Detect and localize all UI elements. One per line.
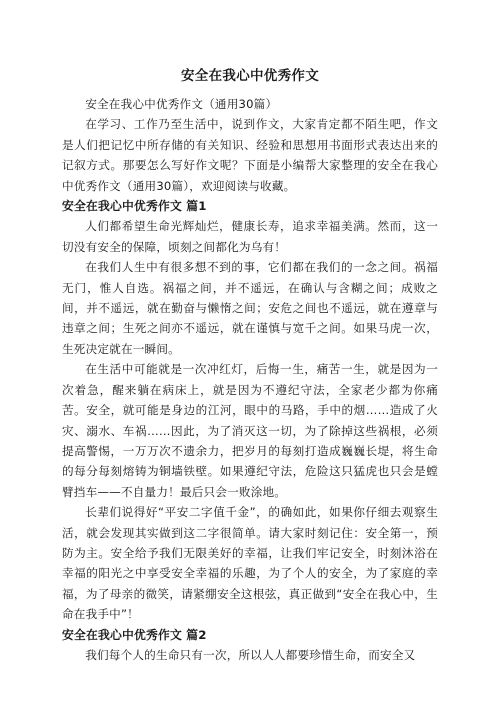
section-1-paragraph-3: 在生活中可能就是一次冲红灯，后悔一生，痛苦一生，就是因为一次着急，醒来躺在病床上，就是因为不遵纪守法，全家老少都为你痛苦。安全，就可能是身边的江河，眼中的马路，手中的烟……造成了火灾、溺水、车祸……因此，为了消灭这一切，为了除掉这些祸根，必须提高警惕，一万万次不遗余力，把岁月的每刻打造成巍巍长堤，将生命的每分每刻熔铸为铜墙铁壁。如果遵纪守法，危险这只猛虎也只会是螳臂挡车——不自量力！最后只会一败涂地。	[62, 362, 438, 499]
section-1-paragraph-4: 长辈们说得好“平安二字值千金”，的确如此，如果你仔细去观察生活，就会发现其实做到这二字很简单。请大家时刻记住：安全第一，预防为主。安全给予我们无限美好的幸福，让我们牢记安全，时刻沐浴在幸福的阳光之中享受安全幸福的乐趣，为了个人的安全，为了家庭的幸福，为了母亲的微笑，请紧绷安全这根弦，真正做到“安全在我心中，生命在我手中”！	[62, 505, 438, 622]
section-heading-1: 安全在我心中优秀作文 篇1	[62, 199, 207, 214]
section-1-paragraph-2: 在我们人生中有很多想不到的事，它们都在我们的一念之间。祸福无门，惟人自选。祸福之间，并不遥远，在确认与含糊之间；成败之间，并不遥远，就在勤奋与懒惰之间；安危之间也不遥远，就在遵章与违章之间；生死之间亦不遥远，就在谨慎与宽千之间。如果马虎一次，生死决定就在一瞬间。	[62, 260, 438, 356]
section-1-paragraph-1: 人们都希望生命光辉灿烂，健康长寿，追求幸福美满。然而，这一切没有安全的保障，顷刻之间都化为乌有！	[62, 219, 438, 254]
intro-line: 安全在我心中优秀作文（通用30篇）	[85, 97, 278, 111]
intro-paragraph: 在学习、工作乃至生活中，说到作文，大家肯定都不陌生吧，作文是人们把记忆中所存储的有关知识、经验和思想用书面形式表达出来的记叙方式。那要怎么写好作文呢？下面是小编帮大家整理的安全在我心中优秀作文（通用30篇），欢迎阅读与收藏。	[62, 117, 438, 193]
document-title: 安全在我心中优秀作文	[181, 68, 319, 84]
section-2-paragraph-1: 我们每个人的生命只有一次，所以人人都要珍惜生命，而安全又	[85, 647, 416, 662]
section-heading-2: 安全在我心中优秀作文 篇2	[62, 627, 207, 642]
